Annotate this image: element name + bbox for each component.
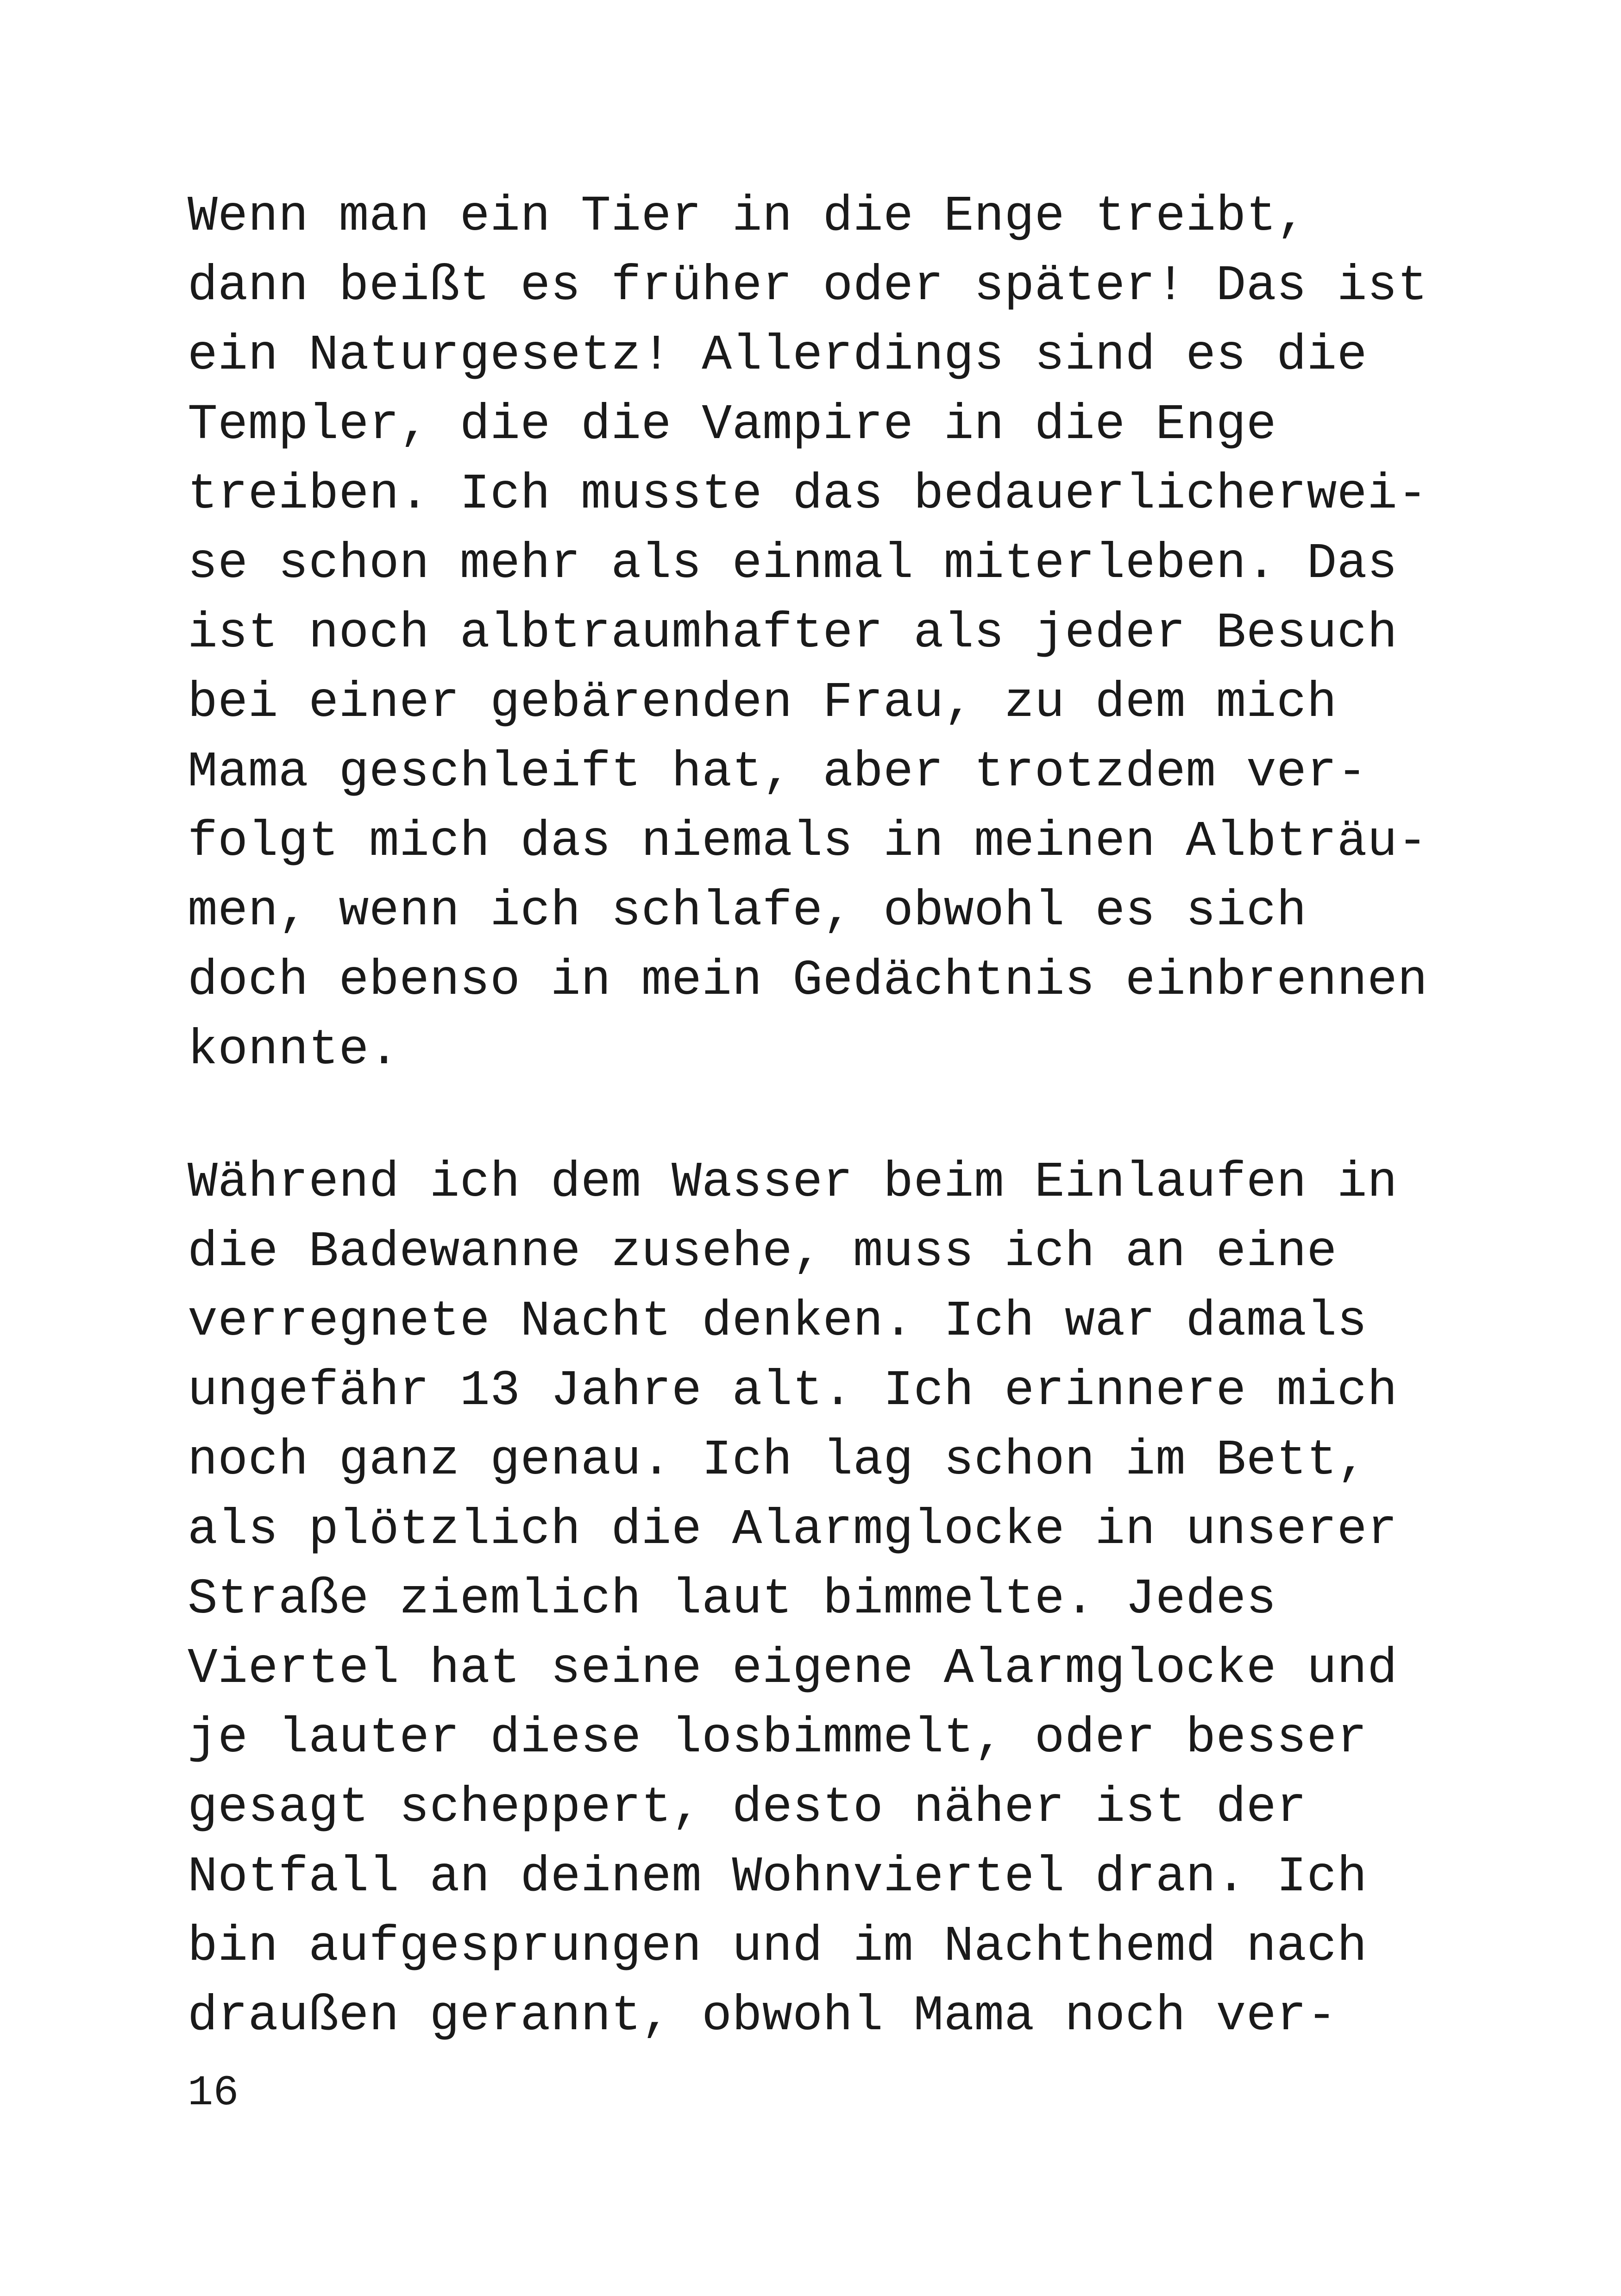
text-line: treiben. Ich musste das bedauerlicherwei- xyxy=(188,466,1428,523)
text-line: se schon mehr als einmal miterleben. Das xyxy=(188,536,1398,592)
text-line: Notfall an deinem Wohnviertel dran. Ich xyxy=(188,1849,1368,1906)
text-line: Während ich dem Wasser beim Einlaufen in xyxy=(188,1154,1398,1211)
text-line: Viertel hat seine eigene Alarmglocke und xyxy=(188,1641,1398,1697)
text-line: verregnete Nacht denken. Ich war damals xyxy=(188,1293,1368,1350)
text-line: Templer, die die Vampire in die Enge xyxy=(188,397,1277,453)
page-number: 16 xyxy=(188,2069,239,2117)
text-line: ein Naturgesetz! Allerdings sind es die xyxy=(188,327,1368,384)
text-line: doch ebenso in mein Gedächtnis einbrennen xyxy=(188,953,1428,1009)
text-line: ungefähr 13 Jahre alt. Ich erinnere mich xyxy=(188,1363,1398,1419)
text-line: als plötzlich die Alarmglocke in unserer xyxy=(188,1502,1398,1558)
text-line: gesagt scheppert, desto näher ist der xyxy=(188,1780,1307,1836)
text-line: Straße ziemlich laut bimmelte. Jedes xyxy=(188,1571,1277,1628)
paragraph-2 xyxy=(188,1148,1461,2051)
text-line: konnte. xyxy=(188,1022,400,1079)
text-line: folgt mich das niemals in meinen Albträu- xyxy=(188,814,1428,870)
text-line: Wenn man ein Tier in die Enge treibt, xyxy=(188,188,1307,245)
text-line: dann beißt es früher oder später! Das ist xyxy=(188,258,1428,314)
text-line: Mama geschleift hat, aber trotzdem ver- xyxy=(188,744,1368,801)
paragraph-1 xyxy=(188,182,1461,1085)
text-line: bei einer gebärenden Frau, zu dem mich xyxy=(188,675,1337,731)
text-line: die Badewanne zusehe, muss ich an eine xyxy=(188,1224,1337,1280)
text-line: noch ganz genau. Ich lag schon im Bett, xyxy=(188,1432,1368,1489)
text-line: ist noch albtraumhafter als jeder Besuch xyxy=(188,605,1398,662)
text-line: men, wenn ich schlafe, obwohl es sich xyxy=(188,883,1307,940)
text-line: draußen gerannt, obwohl Mama noch ver- xyxy=(188,1988,1337,2045)
text-line: je lauter diese losbimmelt, oder besser xyxy=(188,1710,1368,1767)
text-line: bin aufgesprungen und im Nachthemd nach xyxy=(188,1919,1368,1975)
